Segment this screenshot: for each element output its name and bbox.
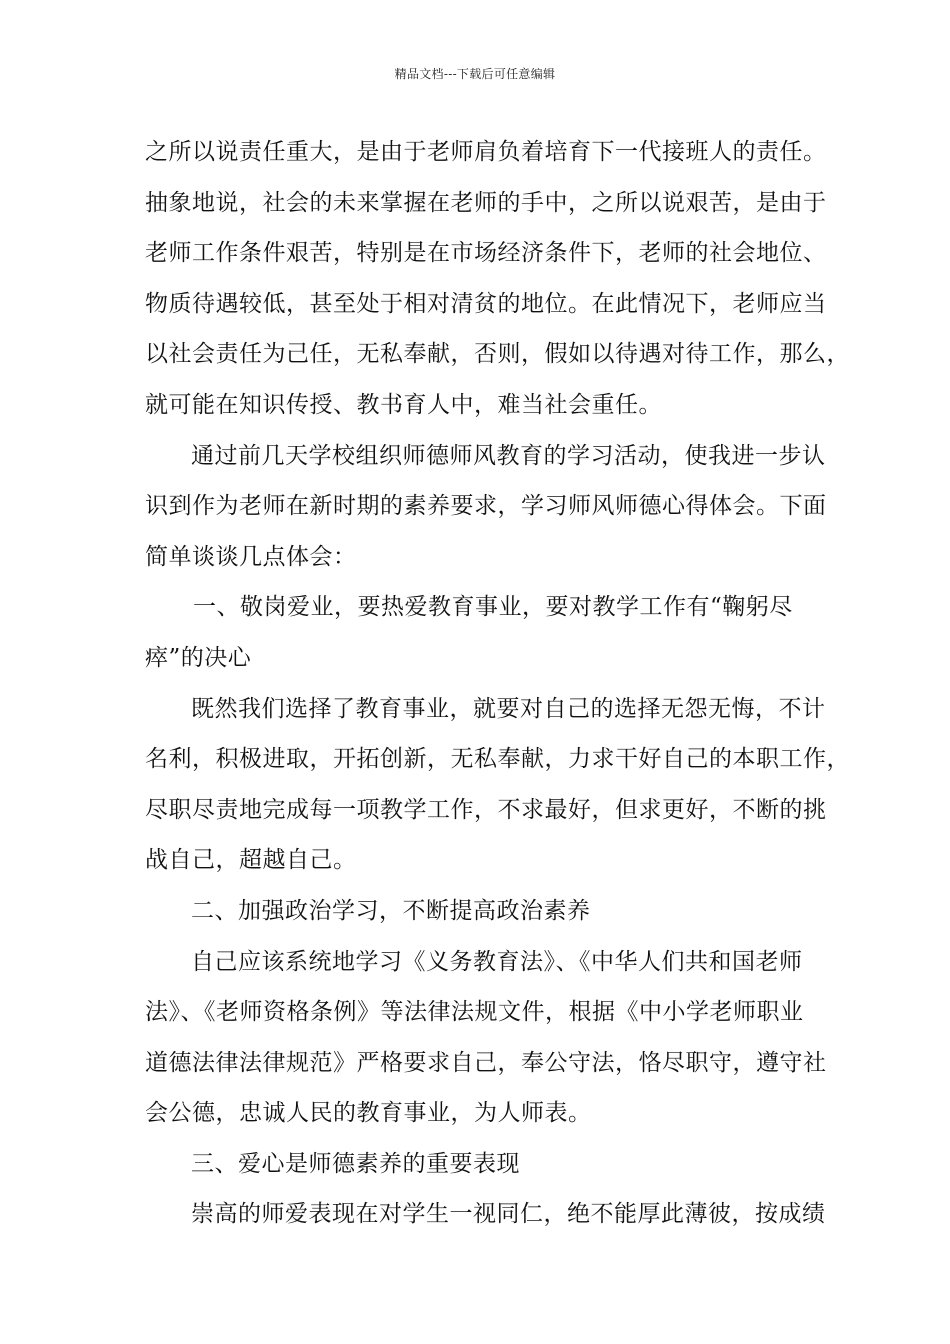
section-heading-3: 三、爱心是师德素养的重要表现 [191,1150,520,1177]
body-line: 老师工作条件艰苦，特别是在市场经济条件下，老师的社会地位、 [145,240,827,267]
body-line: 以社会责任为己任，无私奉献，否则，假如以待遇对待工作，那么， [145,341,850,368]
document-body [145,127,850,1240]
paragraph-start: 既然我们选择了教育事业，就要对自己的选择无怨无悔，不计 [191,695,826,722]
body-line: 物质待遇较低，甚至处于相对清贫的地位。在此情况下，老师应当 [145,290,827,317]
body-line: 之所以说责任重大，是由于老师肩负着培育下一代接班人的责任。 [145,139,827,165]
body-line: 名利，积极进取，开拓创新，无私奉献，力求干好自己的本职工作， [145,746,850,773]
body-line: 尽职尽责地完成每一项教学工作，不求最好，但求更好，不断的挑 [145,796,827,823]
body-line: 法》、《老师资格条例》等法律法规文件，根据《中小学老师职业 [145,999,804,1026]
body-line: 简单谈谈几点体会： [145,543,357,570]
section-heading-1-cont: 瘁”的决心 [145,644,252,671]
body-line: 识到作为老师在新时期的素养要求，学习师风师德心得体会。下面 [145,493,827,520]
body-line: 战自己，超越自己。 [145,847,357,874]
body-line: 道德法律法律规范》严格要求自己，奉公守法，恪尽职守，遵守社 [145,1049,827,1076]
section-heading-1: 一、敬岗爱业，要热爱教育事业，要对教学工作有“鞠躬尽 [193,594,793,621]
body-line: 就可能在知识传授、教书育人中，难当社会重任。 [145,391,662,418]
page-header: 精品文档---下载后可任意编辑 [394,67,556,81]
paragraph-start: 崇高的师爱表现在对学生一视同仁，绝不能厚此薄彼，按成绩 [191,1201,826,1228]
paragraph-start: 自己应该系统地学习《义务教育法》、《中华人们共和国老师 [191,948,803,975]
body-line: 会公德，忠诚人民的教育事业，为人师表。 [145,1100,592,1127]
paragraph-start: 通过前几天学校组织师德师风教育的学习活动，使我进一步认 [191,442,826,469]
body-line: 抽象地说，社会的未来掌握在老师的手中，之所以说艰苦，是由于 [145,189,827,216]
section-heading-2: 二、加强政治学习，不断提高政治素养 [191,897,591,924]
